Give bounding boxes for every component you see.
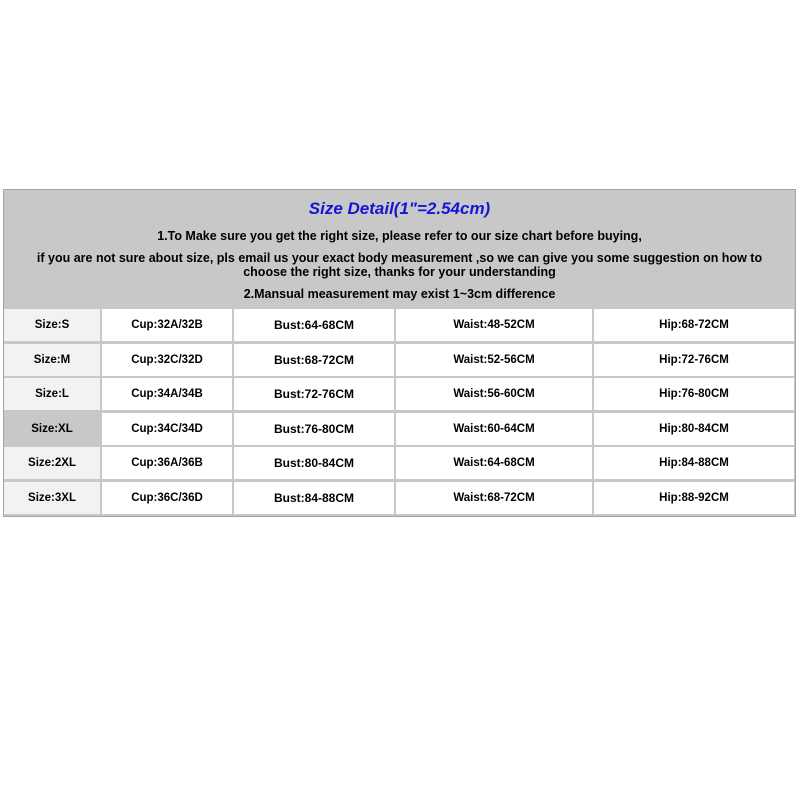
cup-cell: Cup:34A/34B <box>102 378 232 410</box>
size-cell: Size:XL <box>4 413 100 445</box>
size-cell: Size:L <box>4 378 100 410</box>
waist-cell: Waist:60-64CM <box>396 413 592 445</box>
note-contact-advice: if you are not sure about size, pls email us your exact body measurement ,so we can give you some suggestion on how to choose the right size, thanks for your understanding <box>36 251 763 279</box>
bust-cell: Bust:84-88CM <box>234 482 394 514</box>
table-row <box>4 309 795 344</box>
hip-cell: Hip:72-76CM <box>594 344 794 376</box>
hip-cell: Hip:88-92CM <box>594 482 794 514</box>
bust-cell: Bust:64-68CM <box>234 309 394 341</box>
size-cell: Size:M <box>4 344 100 376</box>
waist-cell: Waist:68-72CM <box>396 482 592 514</box>
size-chart <box>3 189 796 517</box>
bust-cell: Bust:76-80CM <box>234 413 394 445</box>
size-cell: Size:S <box>4 309 100 341</box>
cup-cell: Cup:36A/36B <box>102 447 232 479</box>
size-cell: Size:2XL <box>4 447 100 479</box>
table-row <box>4 413 795 448</box>
hip-cell: Hip:76-80CM <box>594 378 794 410</box>
cup-cell: Cup:32C/32D <box>102 344 232 376</box>
note-size-chart-advice: 1.To Make sure you get the right size, please refer to our size chart before buying, <box>157 229 642 243</box>
hip-cell: Hip:80-84CM <box>594 413 794 445</box>
size-table <box>4 309 795 517</box>
waist-cell: Waist:52-56CM <box>396 344 592 376</box>
size-cell: Size:3XL <box>4 482 100 514</box>
table-row <box>4 447 795 482</box>
waist-cell: Waist:56-60CM <box>396 378 592 410</box>
cup-cell: Cup:32A/32B <box>102 309 232 341</box>
hip-cell: Hip:68-72CM <box>594 309 794 341</box>
size-chart-header <box>4 190 795 308</box>
cup-cell: Cup:36C/36D <box>102 482 232 514</box>
note-measurement-difference: 2.Mansual measurement may exist 1~3cm difference <box>243 287 556 301</box>
table-row <box>4 378 795 413</box>
bust-cell: Bust:80-84CM <box>234 447 394 479</box>
table-row <box>4 344 795 379</box>
waist-cell: Waist:64-68CM <box>396 447 592 479</box>
waist-cell: Waist:48-52CM <box>396 309 592 341</box>
bust-cell: Bust:68-72CM <box>234 344 394 376</box>
table-row <box>4 482 795 517</box>
hip-cell: Hip:84-88CM <box>594 447 794 479</box>
cup-cell: Cup:34C/34D <box>102 413 232 445</box>
size-chart-title: Size Detail(1"=2.54cm) <box>308 199 491 218</box>
bust-cell: Bust:72-76CM <box>234 378 394 410</box>
